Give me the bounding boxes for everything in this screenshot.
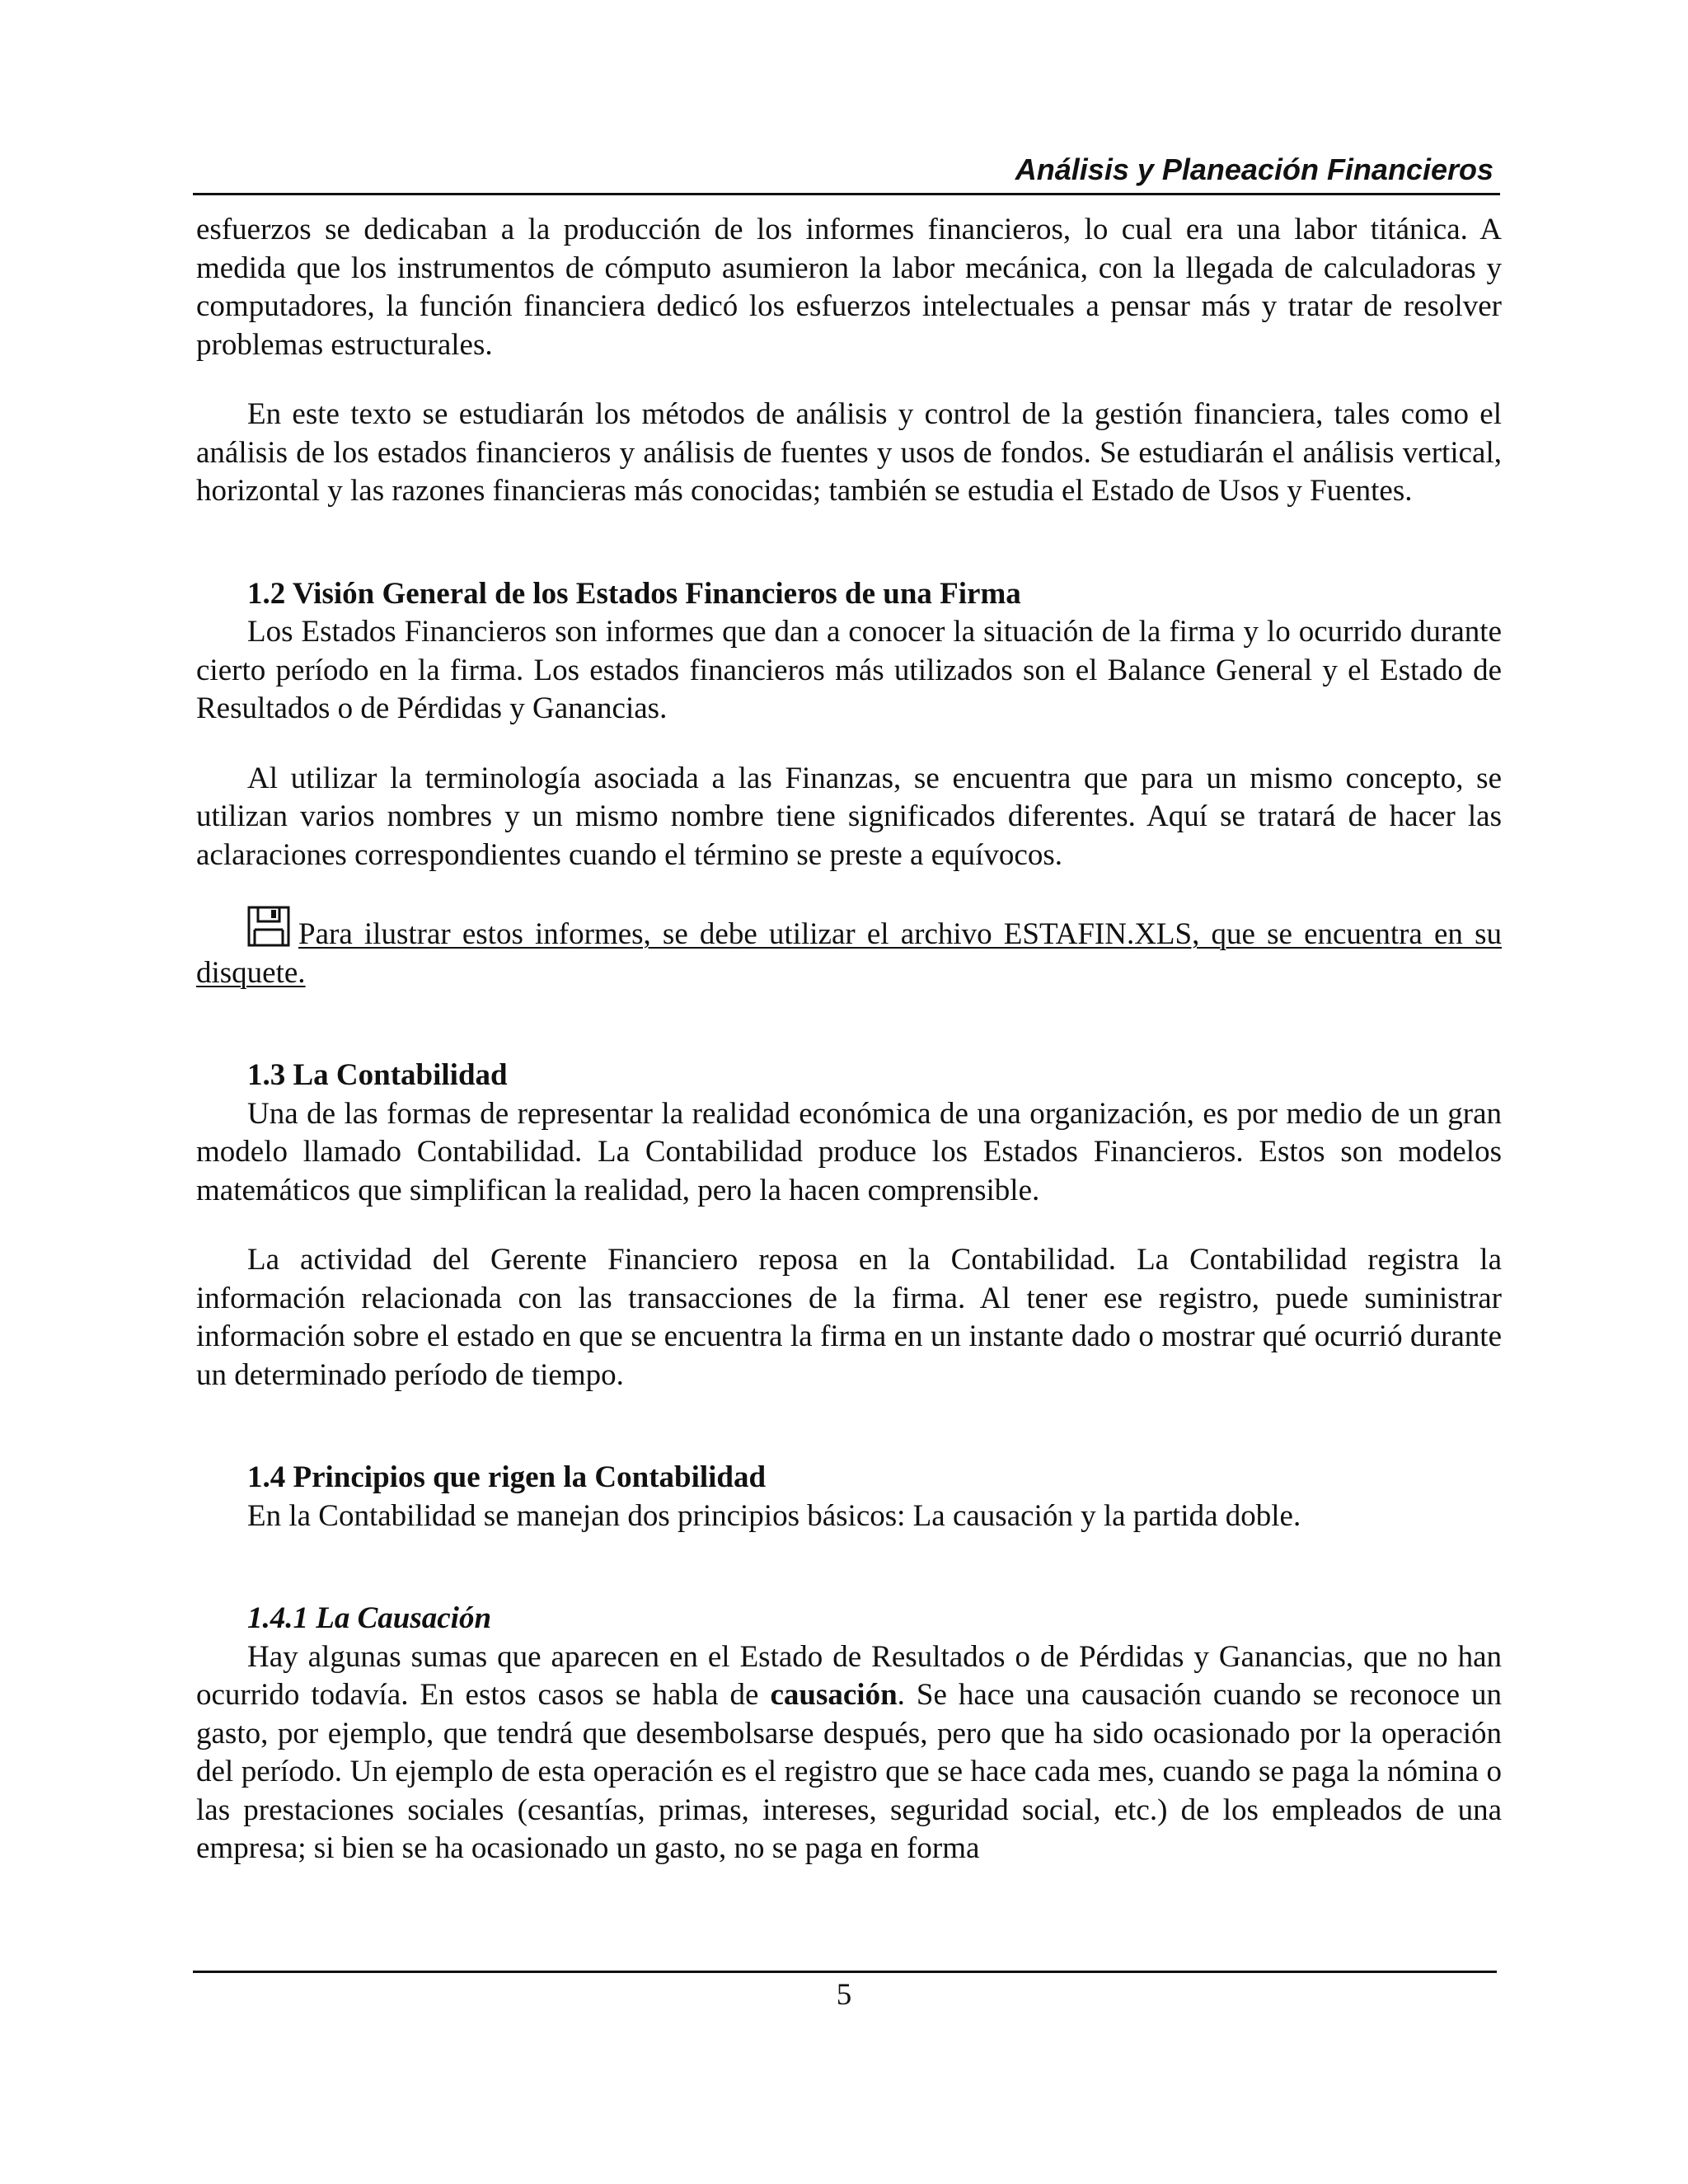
paragraph-contabilidad-modelo: Una de las formas de representar la realidad económica de una organización, es por medio de un gran modelo llamado Contabilidad. La Contabilidad produce los Estados Financieros. Estos son modelos matemáticos que simplifican la realidad, pero la hacen comprensible.: [196, 1096, 1502, 1207]
paragraph-gap: [196, 364, 1502, 396]
paragraph-gap: [196, 729, 1502, 760]
heading-1-4: 1.4 Principios que rigen la Contabilidad: [247, 1460, 767, 1494]
paragraph-intro-continued: esfuerzos se dedicaban a la producción de los informes financieros, lo cual era una labor titánica. A medida que los instrumentos de cómputo asumieron la labor mecánica, con la llegada de calculadoras y computadores, la función financiera dedicó los esfuerzos intelectuales a pensar más y tratar de resolver problemas estructurales.: [196, 213, 1502, 362]
footer-rule: [193, 1971, 1497, 1973]
paragraph-estados-financieros: Los Estados Financieros son informes que dan a conocer la situación de la firma y lo ocurrido durante cierto período en la firma. Los estados financieros más utilizados son el Balance General y el Estado de Resultados o de Pérdidas y Ganancias.: [196, 615, 1502, 725]
header-rule: [193, 193, 1500, 195]
heading-1-3: 1.3 La Contabilidad: [247, 1058, 508, 1092]
file-note-text: Para ilustrar estos informes, se debe utilizar el archivo ESTAFIN.XLS, que se encuentra en su disquete.: [196, 917, 1502, 990]
section-gap: [196, 511, 1502, 575]
file-note: [196, 906, 1502, 992]
floppy-disk-icon: [247, 906, 290, 947]
paragraph-gap: [196, 874, 1502, 906]
paragraph-causacion-part-a: Hay algunas sumas que aparecen en el Estado de Resultados o de Pérdidas y Ganancias, que no han ocurrido todavía. En estos casos se habla de: [196, 1639, 1502, 1712]
keyword-causacion: causación: [770, 1678, 898, 1712]
paragraph-gap: [196, 1210, 1502, 1241]
paragraph-terminologia: Al utilizar la terminología asociada a las Finanzas, se encuentra que para un mismo concepto, se utilizan varios nombres y un mismo nombre tiene significados diferentes. Aquí se tratará de hacer las aclaraciones correspondientes cuando el término se preste a equívocos.: [196, 761, 1502, 872]
paragraph-text-scope: En este texto se estudiarán los métodos de análisis y control de la gestión financiera, tales como el análisis de los estados financieros y análisis de fuentes y usos de fondos. Se estudiarán el análisis vertical, horizontal y las razones financieras más conocidas; también se estudia el Estado de Usos y Fuentes.: [196, 397, 1502, 508]
section-gap: [196, 992, 1502, 1057]
section-gap: [196, 1535, 1502, 1600]
heading-1-2: 1.2 Visión General de los Estados Financieros de una Firma: [247, 576, 1021, 611]
running-header-title: Análisis y Planeación Financieros: [1015, 152, 1493, 186]
paragraph-causacion-part-b: . Se hace una causación cuando se reconoce un gasto, por ejemplo, que tendrá que desembolsarse después, pero que ha sido ocasionado por la operación del período. Un ejemplo de esta operación es el registro que se hace cada mes, cuando se paga la nómina o las prestaciones sociales (cesantías, primas, intereses, seguridad social, etc.) de los empleados de una empresa; si bien se ha ocasionado un gasto, no se paga en forma: [196, 1678, 1502, 1865]
page-body: [196, 211, 1502, 1868]
page-number: 5: [836, 1978, 852, 2012]
paragraph-causacion: [196, 1638, 1502, 1868]
paragraph-gerente-financiero: La actividad del Gerente Financiero reposa en la Contabilidad. La Contabilidad registra la información relacionada con las transacciones de la firma. Al tener ese registro, puede suministrar información sobre el estado en que se encuentra la firma en un instante dado o mostrar qué ocurrió durante un determinado período de tiempo.: [196, 1243, 1502, 1392]
section-gap: [196, 1394, 1502, 1459]
heading-1-4-1: 1.4.1 La Causación: [247, 1601, 492, 1635]
paragraph-principios: En la Contabilidad se manejan dos principios básicos: La causación y la partida doble.: [247, 1498, 1301, 1533]
